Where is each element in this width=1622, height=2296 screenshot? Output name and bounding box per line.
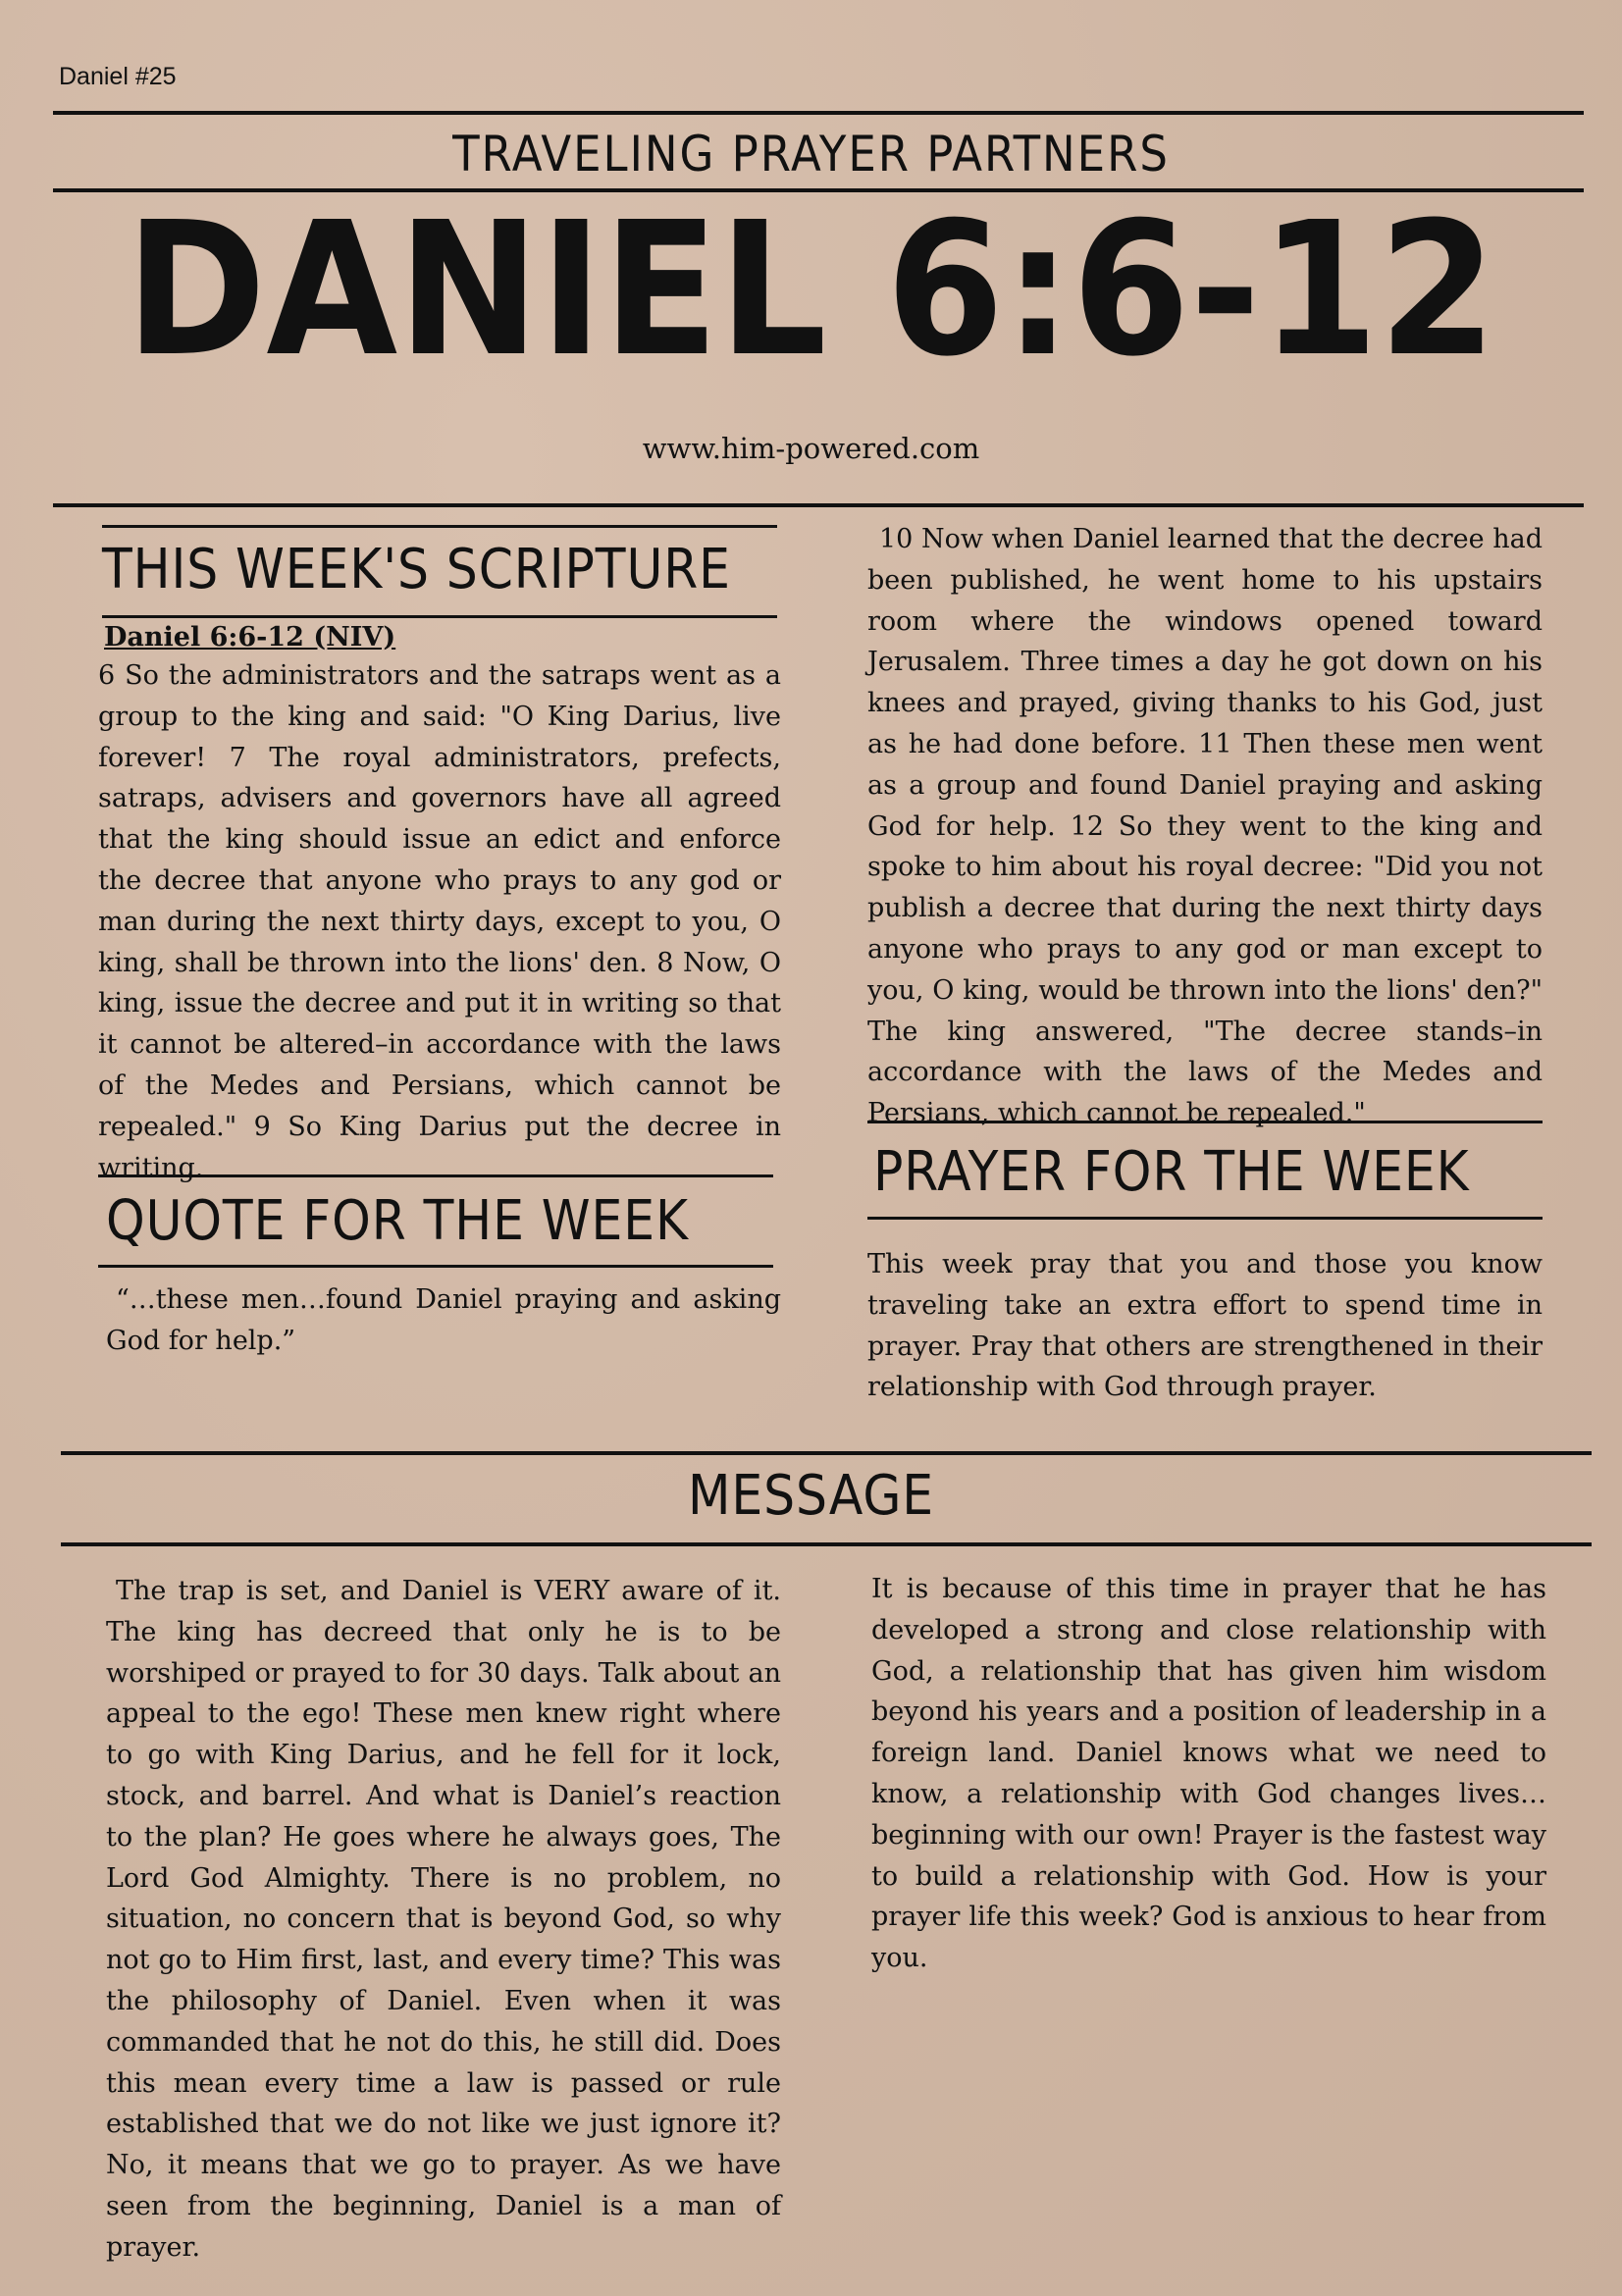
prayer-top-rule xyxy=(867,1121,1543,1123)
top-rule xyxy=(53,111,1584,115)
quote-bottom-rule xyxy=(98,1265,773,1268)
scripture-top-rule xyxy=(102,525,777,528)
quote-text: “…these men…found Daniel praying and asking God for help.” xyxy=(106,1284,781,1356)
message-bottom-rule xyxy=(61,1542,1592,1546)
quote-top-rule xyxy=(98,1174,773,1177)
prayer-text: This week pray that you and those you know traveling take an extra effort to spend time in prayer. Pray that others are strengthened in their relationship with God through prayer. xyxy=(867,1249,1543,1403)
message-top-rule xyxy=(61,1451,1592,1455)
series-tag: Daniel #25 xyxy=(59,63,177,90)
kicker-title: TRAVELING PRAYER PARTNERS xyxy=(452,126,1170,183)
scripture-text-left: 6 So the administrators and the satraps went as a group to the king and said: "O King Darius, live forever! 7 The royal administrators, prefects, satraps, advisers and governors have all agreed that the king should issue an edict and enforce the decree that anyone who prays to any god or man during the next thirty days, except to you, O king, shall be thrown into the lions' den. 8 Now, O king, issue the decree and put it in writing so that it cannot be altered–in accordance with the laws of the Medes and Persians, which cannot be repealed." 9 So King Darius put the decree in writing. xyxy=(98,660,781,1183)
section-rule xyxy=(53,503,1584,507)
quote-heading: QUOTE FOR THE WEEK xyxy=(106,1189,689,1253)
prayer-heading: PRAYER FOR THE WEEK xyxy=(873,1140,1470,1204)
message-text-right: It is because of this time in prayer that he has developed a strong and close relationship with God, a relationship that has given him wisdom beyond his years and a position of leadership in a foreign land. Daniel knows what we need to know, a relationship with God changes lives…beginning with our own! Prayer is the fastest way to build a relationship with God. How is your prayer life this week? God is anxious to hear from you. xyxy=(871,1574,1546,1974)
scripture-bottom-rule xyxy=(102,615,777,618)
scripture-heading: THIS WEEK'S SCRIPTURE xyxy=(102,538,731,601)
masthead-title: DANIEL 6:6-12 xyxy=(125,183,1497,397)
website-link[interactable]: www.him-powered.com xyxy=(642,432,980,465)
message-heading: MESSAGE xyxy=(687,1464,935,1528)
prayer-bottom-rule xyxy=(867,1217,1543,1220)
message-text-left: The trap is set, and Daniel is VERY aware of it. The king has decreed that only he is to be worshiped or prayed to for 30 days. Talk about an appeal to the ego! These men knew right where to go with King Darius, and he fell for it lock, stock, and barrel. And what is Daniel’s reaction to the plan? He goes where he always goes, The Lord God Almighty. There is no problem, no situation, no concern that is beyond God, so why not go to Him first, last, and every time? This was the philosophy of Daniel. Even when it was commanded that he not do this, he still did. Does this mean every time a law is passed or rule established that we do not like we just ignore it? No, it means that we go to prayer. As we have seen from the beginning, Daniel is a man of prayer. xyxy=(106,1576,781,2263)
scripture-reference: Daniel 6:6-12 (NIV) xyxy=(104,622,396,652)
scripture-text-right: 10 Now when Daniel learned that the decree had been published, he went home to his upstairs room where the windows opened toward Jerusalem. Three times a day he got down on his knees and prayed, giving thanks to his God, just as he had done before. 11 Then these men went as a group and found Daniel praying and asking God for help. 12 So they went to the king and spoke to him about his royal decree: "Did you not publish a decree that during the next thirty days anyone who prays to any god or man except to you, O king, would be thrown into the lions' den?" The king answered, "The decree stands–in accordance with the laws of the Medes and Persians, which cannot be repealed." xyxy=(867,524,1543,1129)
